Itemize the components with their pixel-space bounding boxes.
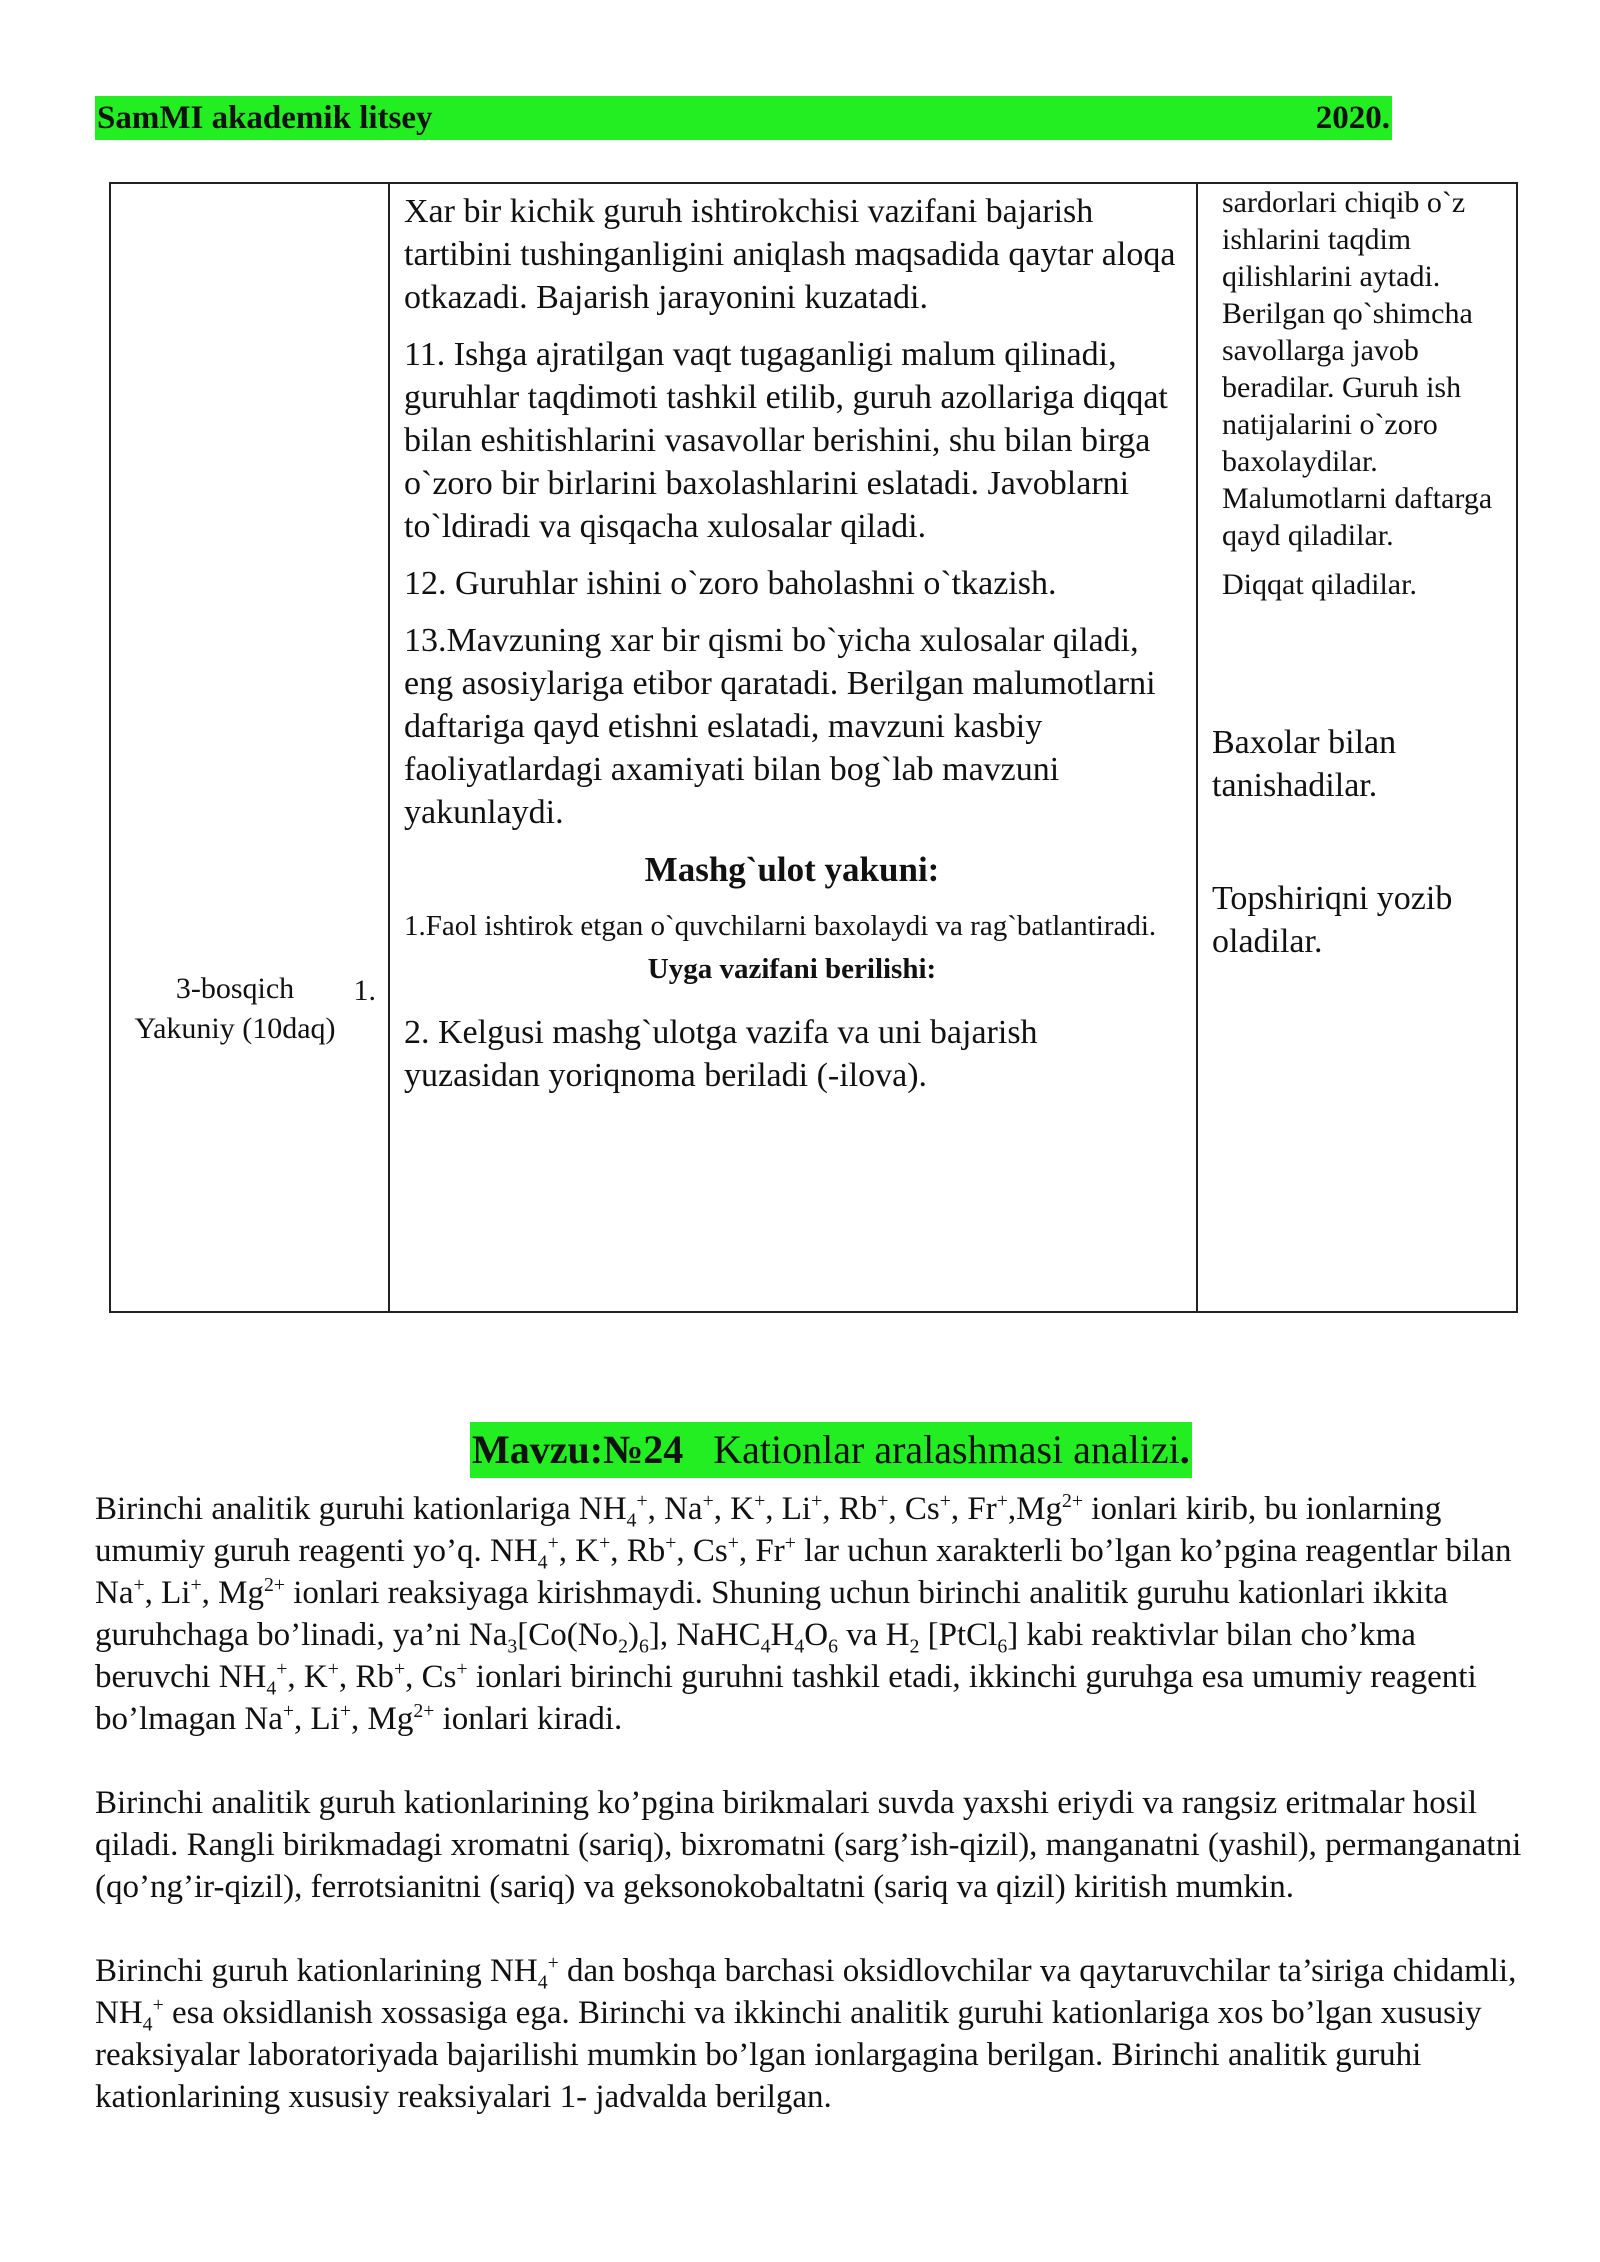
stage-label: 3-bosqich Yakuniy (10daq) <box>134 972 336 1045</box>
student-text: Diqqat qiladilar. <box>1222 568 1417 601</box>
body-text <box>95 1488 1535 2160</box>
topic-name: Kationlar aralashmasi analizi <box>713 1427 1180 1472</box>
paragraph: Birinchi analitik guruh kationlarining ko’pgina birikmalari suvda yaxshi eriydi va rangsiz eritmalar hosil qiladi. Rangli birikmadagi xromatni (sariq), bixromatni (sarg’ish-qizil), manganatni (yashil), permanganatni (qo’ng’ir-qizil), ferrotsianitni (sariq) va geksonokobaltatni (sariq va qizil) kiritish mumkin. <box>95 1785 1522 1905</box>
header-year: 2020. <box>1315 99 1390 136</box>
teacher-paragraph: Xar bir kichik guruh ishtirokchisi vazifani bajarish tartibini tushinganligini aniqlash maqsadida qaytar aloqa otkazadi. Bajarish jarayonini kuzatadi. <box>404 193 1176 316</box>
student-activity-cell <box>1197 183 1517 1312</box>
teacher-paragraph: 12. Guruhlar ishini o`zoro baholashni o`tkazish. <box>404 565 1057 602</box>
teacher-activity-cell <box>389 183 1197 1312</box>
table-row <box>110 183 1517 1312</box>
lesson-table <box>109 182 1518 1313</box>
homework-heading: Uyga vazifani berilishi: <box>647 953 937 985</box>
lesson-summary-heading: Mashg`ulot yakuni: <box>644 850 940 889</box>
teacher-item: 1.Faol ishtirok etgan o`quvchilarni baxolaydi va rag`batlantiradi. <box>404 910 1157 942</box>
page-header <box>95 96 1392 140</box>
paragraph: Birinchi analitik guruhi kationlariga $NH_4^+$, Na+, K+, Li+, Rb+, Cs+, $Fr^+,Mg^{2+}$ ionlari kirib, bu ionlarning umumiy guruh reagenti yo’q. $NH_4^+$, K+, Rb+, Cs+, Fr+ lar uchun xarakterli bo’lgan ko’pgina reagentlar bilan Na+, Li+, $Mg^{2+}$ ionlari reaksiyaga kirishmaydi. Shuning uchun birinchi analitik guruhu kationlari ikkita guruhchaga bo’linadi, ya’ni $Na_3[Co(No_2)_6]$, $NaHC_4H_4O_6$ va $H_2$ [PtCl$_6$] kabi reaktivlar bilan cho’kma beruvchi $NH_4^+$, K+, Rb+, Cs+ ionlari birinchi guruhni tashkil etadi, ikkinchi guruhga esa umumiy reagenti bo’lmagan Na+, Li+, $Mg^{2+}$ ionlari kiradi. <box>95 1490 1512 1737</box>
paragraph: Birinchi guruh kationlarining $NH_4^+$ dan boshqa barchasi oksidlovchilar va qaytaruvchilar ta’siriga chidamli, $NH_4^+$ esa oksidlanish xossasiga ega. Birinchi va ikkinchi analitik guruhi kationlariga xos bo’lgan xususiy reaksiyalar laboratoriyada bajarilishi mumkin bo’lgan ionlargagina berilgan. Birinchi analitik guruhi kationlarining xususiy reaksiyalari 1- jadvalda berilgan. <box>95 1952 1517 2115</box>
stage-number: 1. <box>353 974 376 1007</box>
header-institution: SamMI akademik litsey <box>97 99 433 136</box>
topic-dot: . <box>1179 1427 1190 1472</box>
student-text: Baxolar bilan tanishadilar. <box>1212 724 1397 804</box>
teacher-paragraph: 11. Ishga ajratilgan vaqt tugaganligi malum qilinadi, guruhlar taqdimoti tashkil etilib, guruh azollariga diqqat bilan eshitishlarini vasavollar berishini, shu bilan birga o`zoro bir birlarini baxolashlarini eslatadi. Javoblarni to`ldiradi va qisqacha xulosalar qiladi. <box>404 336 1168 545</box>
student-text: Topshiriqni yozib oladilar. <box>1212 880 1453 960</box>
teacher-paragraph: 13.Mavzuning xar bir qismi bo`yicha xulosalar qiladi, eng asosiylariga etibor qaratadi. Berilgan malumotlarni daftariga qayd etishni eslatadi, mavzuni kasbiy faoliyatlardagi axamiyati bilan bog`lab mavzuni yakunlaydi. <box>404 622 1156 831</box>
topic-label: Mavzu:№24 <box>472 1427 684 1472</box>
stage-cell <box>110 183 389 1312</box>
teacher-item: 2. Kelgusi mashg`ulotga vazifa va uni bajarish yuzasidan yoriqnoma beriladi (-ilova). <box>404 1014 1038 1094</box>
student-text: sardorlari chiqib o`z ishlarini taqdim qilishlarini aytadi. Berilgan qo`shimcha savollarga javob beradilar. Guruh ish natijalarini o`zoro baxolaydilar. Malumotlarni daftarga qayd qiladilar. <box>1222 186 1493 552</box>
topic-title <box>470 1422 1192 1478</box>
